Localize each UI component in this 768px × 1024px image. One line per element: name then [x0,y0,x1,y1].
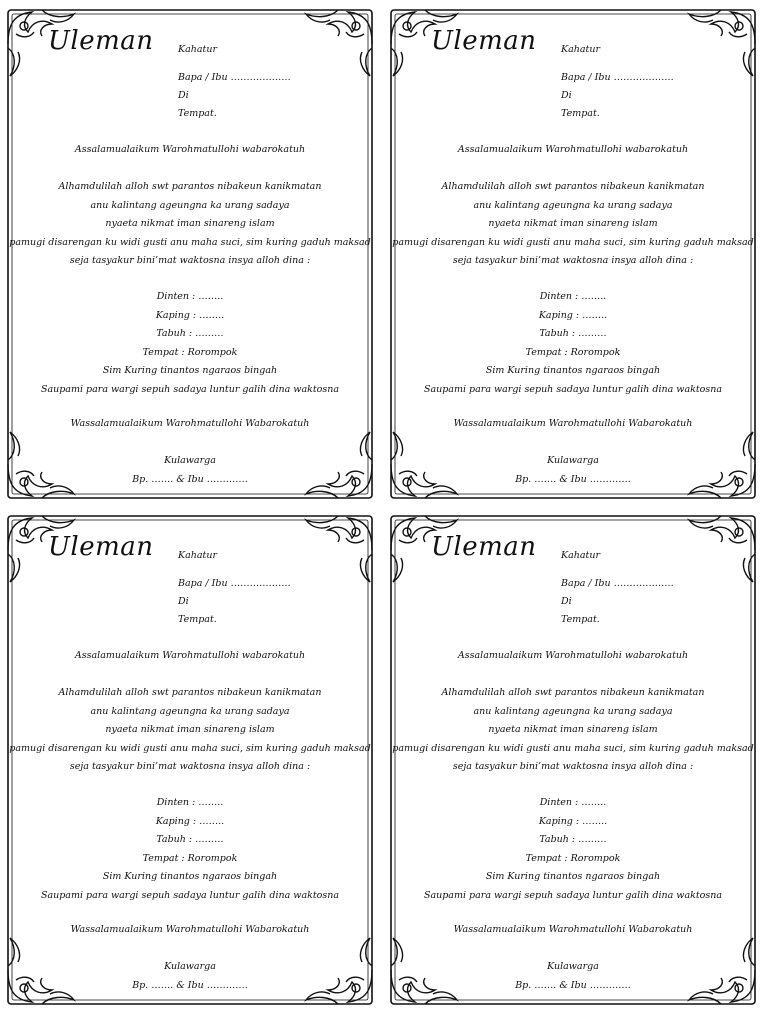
body-line: anu kalintang ageungna ka urang sadaya [90,199,290,211]
opening-greeting: Assalamualaikum Warohmatullohi wabarokatuh [74,650,306,661]
tabuh-line: Tabuh : ……… [156,834,224,845]
event-details [385,794,761,905]
body-line: pamugi disarengan ku widi gusti anu maha suci, sim kuring gaduh maksad [9,742,371,754]
sender-line: Bp. ……. & Ibu …………. [515,473,631,485]
body-line: Alhamdulilah alloh swt parantos nibakeun kanikmatan [58,687,322,698]
body-line: pamugi disarengan ku widi gusti anu maha suci, sim kuring gaduh maksad [392,236,754,248]
signature [2,452,378,489]
kahatur-label: Kahatur [561,550,601,561]
body-paragraph [2,684,378,777]
card-title: Uleman [431,26,537,56]
sim-kuring-line: Sim Kuring tinantos ngaraos bingah [102,365,278,376]
di-label: Di [561,90,572,101]
kaping-line: Kaping : …….. [538,309,608,321]
di-label: Di [178,596,189,607]
body-line: nyaeta nikmat iman sinareng islam [488,724,658,735]
kahatur-label: Kahatur [178,550,218,561]
event-details [2,794,378,905]
kulawarga-label: Kulawarga [164,961,216,972]
event-details [2,288,378,399]
saupami-line: Saupami para wargi sepuh sadaya luntur galih dina waktosna [423,889,723,901]
dinten-line: Dinten : …….. [156,291,224,302]
signature [385,452,761,489]
body-line: pamugi disarengan ku widi gusti anu maha suci, sim kuring gaduh maksad [392,742,754,754]
tempat-label: Tempat. [178,108,217,119]
sender-line: Bp. ……. & Ibu …………. [132,979,248,991]
dinten-line: Dinten : …….. [156,797,224,808]
tabuh-line: Tabuh : ……… [539,834,607,845]
dinten-line: Dinten : …….. [539,797,607,808]
sim-kuring-line: Sim Kuring tinantos ngaraos bingah [485,365,661,376]
recipient-line: Bapa / Ibu ………………. [178,72,291,83]
body-line: nyaeta nikmat iman sinareng islam [105,218,275,229]
kaping-line: Kaping : …….. [155,309,225,321]
tempat-label: Tempat. [561,108,600,119]
tempat-acara-line: Tempat : Rorompok [142,852,238,864]
opening-greeting: Assalamualaikum Warohmatullohi wabarokatuh [457,144,689,155]
kahatur-label: Kahatur [561,44,601,55]
body-line: anu kalintang ageungna ka urang sadaya [90,705,290,717]
kaping-line: Kaping : …….. [155,815,225,827]
body-line: Alhamdulilah alloh swt parantos nibakeun kanikmatan [441,687,705,698]
invitation-card [2,510,378,1010]
recipient-line: Bapa / Ibu ………………. [178,578,291,589]
tabuh-line: Tabuh : ……… [156,328,224,339]
body-line: pamugi disarengan ku widi gusti anu maha suci, sim kuring gaduh maksad [9,236,371,248]
event-details [385,288,761,399]
opening-greeting: Assalamualaikum Warohmatullohi wabarokatuh [457,650,689,661]
signature [2,958,378,995]
tempat-acara-line: Tempat : Rorompok [525,346,621,358]
kulawarga-label: Kulawarga [547,961,599,972]
body-line: seja tasyakur bini’mat waktosna insya alloh dina : [452,255,694,266]
closing-greeting: Wassalamualaikum Warohmatullohi Wabarokatuh [70,418,310,429]
kaping-line: Kaping : …….. [538,815,608,827]
saupami-line: Saupami para wargi sepuh sadaya luntur galih dina waktosna [423,383,723,395]
closing-greeting: Wassalamualaikum Warohmatullohi Wabarokatuh [453,418,693,429]
invitation-card [385,510,761,1010]
body-line: seja tasyakur bini’mat waktosna insya alloh dina : [452,761,694,772]
body-line: anu kalintang ageungna ka urang sadaya [473,705,673,717]
dinten-line: Dinten : …….. [539,291,607,302]
di-label: Di [178,90,189,101]
signature [385,958,761,995]
tempat-label: Tempat. [178,614,217,625]
di-label: Di [561,596,572,607]
kahatur-label: Kahatur [178,44,218,55]
closing-greeting: Wassalamualaikum Warohmatullohi Wabarokatuh [453,924,693,935]
body-paragraph [385,178,761,271]
recipient-line: Bapa / Ibu ………………. [561,578,674,589]
kulawarga-label: Kulawarga [547,455,599,466]
opening-greeting: Assalamualaikum Warohmatullohi wabarokatuh [74,144,306,155]
tempat-acara-line: Tempat : Rorompok [525,852,621,864]
sender-line: Bp. ……. & Ibu …………. [515,979,631,991]
card-title: Uleman [48,26,154,56]
saupami-line: Saupami para wargi sepuh sadaya luntur galih dina waktosna [40,383,340,395]
recipient-line: Bapa / Ibu ………………. [561,72,674,83]
body-paragraph [2,178,378,271]
card-title: Uleman [431,532,537,562]
card-title: Uleman [48,532,154,562]
body-line: seja tasyakur bini’mat waktosna insya alloh dina : [69,255,311,266]
saupami-line: Saupami para wargi sepuh sadaya luntur galih dina waktosna [40,889,340,901]
body-line: Alhamdulilah alloh swt parantos nibakeun kanikmatan [58,181,322,192]
invitation-card [2,4,378,504]
sim-kuring-line: Sim Kuring tinantos ngaraos bingah [102,871,278,882]
body-line: nyaeta nikmat iman sinareng islam [105,724,275,735]
body-paragraph [385,684,761,777]
invitation-card [385,4,761,504]
tempat-acara-line: Tempat : Rorompok [142,346,238,358]
body-line: seja tasyakur bini’mat waktosna insya alloh dina : [69,761,311,772]
body-line: Alhamdulilah alloh swt parantos nibakeun kanikmatan [441,181,705,192]
body-line: nyaeta nikmat iman sinareng islam [488,218,658,229]
sim-kuring-line: Sim Kuring tinantos ngaraos bingah [485,871,661,882]
kulawarga-label: Kulawarga [164,455,216,466]
closing-greeting: Wassalamualaikum Warohmatullohi Wabarokatuh [70,924,310,935]
tabuh-line: Tabuh : ……… [539,328,607,339]
tempat-label: Tempat. [561,614,600,625]
sender-line: Bp. ……. & Ibu …………. [132,473,248,485]
body-line: anu kalintang ageungna ka urang sadaya [473,199,673,211]
